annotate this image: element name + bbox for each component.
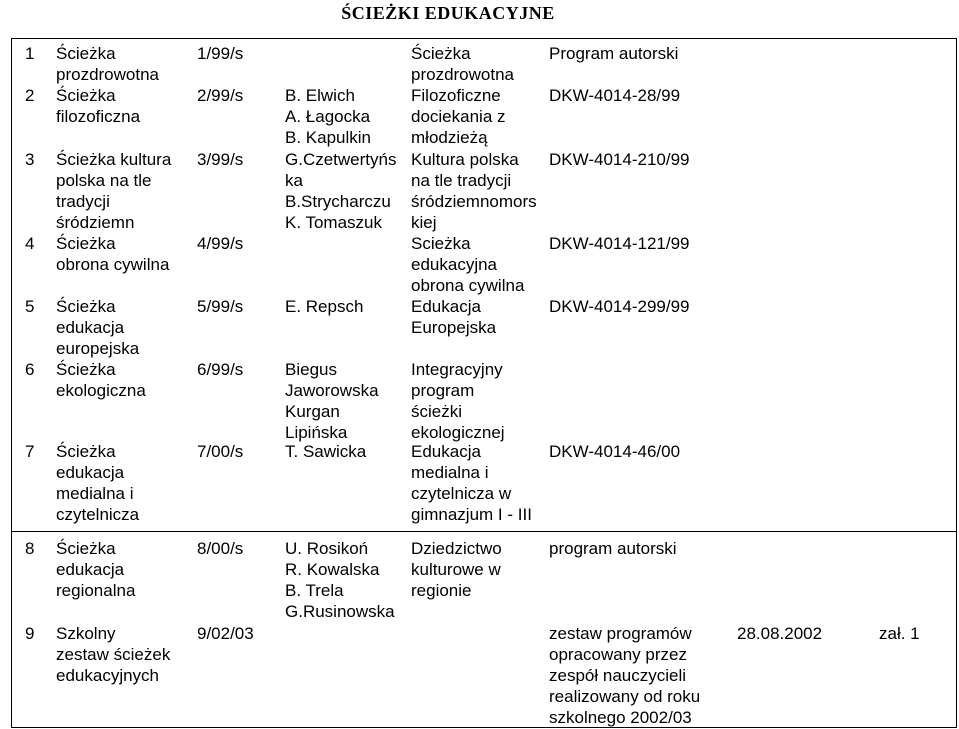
program-authors-cell — [285, 538, 395, 622]
path-name-line: polska na tle — [56, 171, 152, 190]
path-name-line: ekologiczna — [56, 381, 146, 400]
program-title-cell — [411, 85, 506, 148]
path-name-line: Ścieżka — [56, 86, 116, 105]
program-code-cell — [197, 441, 243, 462]
path-name-line: Ścieżka kultura — [56, 150, 172, 169]
program-title-line: na tle tradycji — [411, 171, 512, 190]
program-title-line: prozdrowotna — [411, 65, 515, 84]
path-name-line: zestaw ścieżek — [56, 645, 171, 664]
program-title-line: ścieżki — [411, 402, 463, 421]
path-name-line: Szkolny — [56, 624, 116, 643]
row-number-cell — [25, 233, 34, 254]
program-code-cell — [197, 233, 243, 254]
row-number-cell — [25, 441, 34, 462]
program-code-line: 9/02/03 — [197, 624, 254, 643]
approval-number-cell — [549, 149, 690, 170]
program-code-cell — [197, 149, 243, 170]
row-number-cell — [25, 43, 34, 64]
program-code-line: 2/99/s — [197, 86, 244, 105]
path-name-cell — [56, 296, 139, 359]
program-code-cell — [197, 623, 254, 644]
path-name-line: Ścieżka — [56, 539, 116, 558]
path-name-line: edukacja — [56, 318, 125, 337]
program-title-line: medialna i — [411, 463, 489, 482]
approval-number-line: zestaw programów — [549, 624, 692, 643]
path-name-line: obrona cywilna — [56, 255, 170, 274]
approval-number-line: DKW-4014-28/99 — [549, 86, 681, 105]
path-name-line: edukacyjnych — [56, 666, 160, 685]
program-title-line: obrona cywilna — [411, 276, 525, 295]
program-title-line: młodzieżą — [411, 128, 488, 147]
program-code-line: 5/99/s — [197, 297, 244, 316]
row-number-line: 6 — [25, 360, 35, 379]
path-name-line: Ścieżka — [56, 234, 116, 253]
program-authors-line: E. Repsch — [285, 297, 364, 316]
approval-number-line: DKW-4014-210/99 — [549, 150, 690, 169]
path-name-cell — [56, 43, 159, 85]
program-title-line: Scieżka — [411, 234, 471, 253]
attachment-ref-cell — [879, 623, 920, 644]
path-name-cell — [56, 623, 170, 686]
path-name-cell — [56, 441, 139, 525]
row-number-cell — [25, 623, 34, 644]
approval-number-line: szkolnego 2002/03 — [549, 708, 692, 727]
path-name-line: edukacja — [56, 560, 125, 579]
program-title-cell — [411, 441, 532, 525]
program-code-line: 7/00/s — [197, 442, 244, 461]
program-authors-line: A. Łagocka — [285, 107, 371, 126]
program-title-cell — [411, 359, 505, 443]
program-title-line: Integracyjny — [411, 360, 503, 379]
program-title-line: dociekania z — [411, 107, 506, 126]
program-title-line: kiej — [411, 213, 437, 232]
program-title-line: ekologicznej — [411, 423, 505, 442]
path-name-line: Ścieżka — [56, 297, 116, 316]
program-title-line: program — [411, 381, 475, 400]
approval-number-cell — [549, 233, 690, 254]
program-title-cell — [411, 538, 502, 601]
row-number-line: 8 — [25, 539, 35, 558]
row-number-line: 9 — [25, 624, 35, 643]
row-number-line: 4 — [25, 234, 35, 253]
program-authors-line: K. Tomaszuk — [285, 213, 383, 232]
table-divider — [12, 531, 956, 532]
row-number-cell — [25, 538, 34, 559]
path-name-cell — [56, 233, 169, 275]
row-number-cell — [25, 359, 34, 380]
path-name-line: medialna i — [56, 484, 134, 503]
approval-number-line: opracowany przez — [549, 645, 687, 664]
program-title-line: edukacyjna — [411, 255, 498, 274]
path-name-cell — [56, 359, 146, 401]
program-authors-line: ka — [285, 171, 303, 190]
program-authors-cell — [285, 441, 366, 462]
program-code-cell — [197, 296, 243, 317]
approval-number-line: Program autorski — [549, 44, 679, 63]
row-number-cell — [25, 149, 34, 170]
attachment-ref-line: zał. 1 — [879, 624, 920, 643]
path-name-line: śródziemn — [56, 213, 135, 232]
row-number-cell — [25, 85, 34, 106]
path-name-line: czytelnicza — [56, 505, 140, 524]
program-authors-cell — [285, 359, 379, 443]
program-authors-cell — [285, 85, 371, 148]
program-code-line: 4/99/s — [197, 234, 244, 253]
program-authors-line: U. Rosikoń — [285, 539, 369, 558]
path-name-line: Ścieżka — [56, 442, 116, 461]
program-title-line: śródziemnomors — [411, 192, 537, 211]
program-title-line: Edukacja — [411, 297, 481, 316]
program-title-line: Ścieżka — [411, 44, 471, 63]
approval-number-line: program autorski — [549, 539, 677, 558]
path-name-line: filozoficzna — [56, 107, 141, 126]
paths-table — [11, 38, 957, 728]
row-number-line: 5 — [25, 297, 35, 316]
approval-number-cell — [549, 441, 680, 462]
program-authors-line: G.Rusinowska — [285, 602, 395, 621]
program-title-line: Edukacja — [411, 442, 481, 461]
path-name-line: europejska — [56, 339, 140, 358]
row-number-line: 7 — [25, 442, 35, 461]
approval-number-line: DKW-4014-299/99 — [549, 297, 690, 316]
path-name-line: edukacja — [56, 463, 125, 482]
program-authors-line: Jaworowska — [285, 381, 379, 400]
row-number-line: 2 — [25, 86, 35, 105]
program-authors-cell — [285, 296, 363, 317]
program-title-cell — [411, 149, 537, 233]
program-authors-line: B. Elwich — [285, 86, 355, 105]
program-code-cell — [197, 85, 243, 106]
program-authors-cell — [285, 149, 396, 233]
path-name-line: regionalna — [56, 581, 136, 600]
program-title-line: Filozoficzne — [411, 86, 501, 105]
approval-number-cell — [549, 296, 690, 317]
program-title-cell — [411, 43, 514, 85]
program-title-line: Dziedzictwo — [411, 539, 502, 558]
program-authors-line: B. Trela — [285, 581, 344, 600]
program-code-line: 3/99/s — [197, 150, 244, 169]
program-title-line: gimnazjum I - III — [411, 505, 532, 524]
approval-number-cell — [549, 43, 678, 64]
row-number-cell — [25, 296, 34, 317]
program-authors-line: B.Strycharczu — [285, 192, 391, 211]
program-code-cell — [197, 43, 243, 64]
program-authors-line: Biegus — [285, 360, 337, 379]
program-title-line: kulturowe w — [411, 560, 501, 579]
program-code-cell — [197, 538, 243, 559]
approval-number-cell — [549, 623, 700, 728]
program-code-line: 8/00/s — [197, 539, 244, 558]
program-title-line: czytelnicza w — [411, 484, 512, 503]
program-title-line: Kultura polska — [411, 150, 519, 169]
program-code-cell — [197, 359, 243, 380]
program-authors-line: T. Sawicka — [285, 442, 367, 461]
path-name-cell — [56, 85, 140, 127]
program-code-line: 6/99/s — [197, 360, 244, 379]
approval-number-cell — [549, 538, 677, 559]
program-title-line: Europejska — [411, 318, 497, 337]
program-title-cell — [411, 233, 524, 296]
program-authors-line: B. Kapulkin — [285, 128, 371, 147]
path-name-cell — [56, 538, 135, 601]
program-code-line: 1/99/s — [197, 44, 244, 63]
program-authors-line: G.Czetwertyńs — [285, 150, 397, 169]
document-title: ŚCIEŻKI EDUKACYJNE — [341, 3, 555, 23]
path-name-cell — [56, 149, 171, 233]
path-name-line: tradycji — [56, 192, 110, 211]
approval-number-line: realizowany od roku — [549, 687, 701, 706]
program-authors-line: Kurgan — [285, 402, 340, 421]
program-title-line: regionie — [411, 581, 472, 600]
program-title-cell — [411, 296, 496, 338]
approval-number-cell — [549, 85, 680, 106]
approval-date-cell — [737, 623, 822, 644]
path-name-line: prozdrowotna — [56, 65, 160, 84]
approval-number-line: DKW-4014-46/00 — [549, 442, 681, 461]
path-name-line: Ścieżka — [56, 360, 116, 379]
row-number-line: 3 — [25, 150, 35, 169]
program-authors-line: R. Kowalska — [285, 560, 380, 579]
program-authors-line: Lipińska — [285, 423, 348, 442]
path-name-line: Ścieżka — [56, 44, 116, 63]
approval-date-line: 28.08.2002 — [737, 624, 823, 643]
approval-number-line: zespół nauczycieli — [549, 666, 687, 685]
row-number-line: 1 — [25, 44, 35, 63]
approval-number-line: DKW-4014-121/99 — [549, 234, 690, 253]
